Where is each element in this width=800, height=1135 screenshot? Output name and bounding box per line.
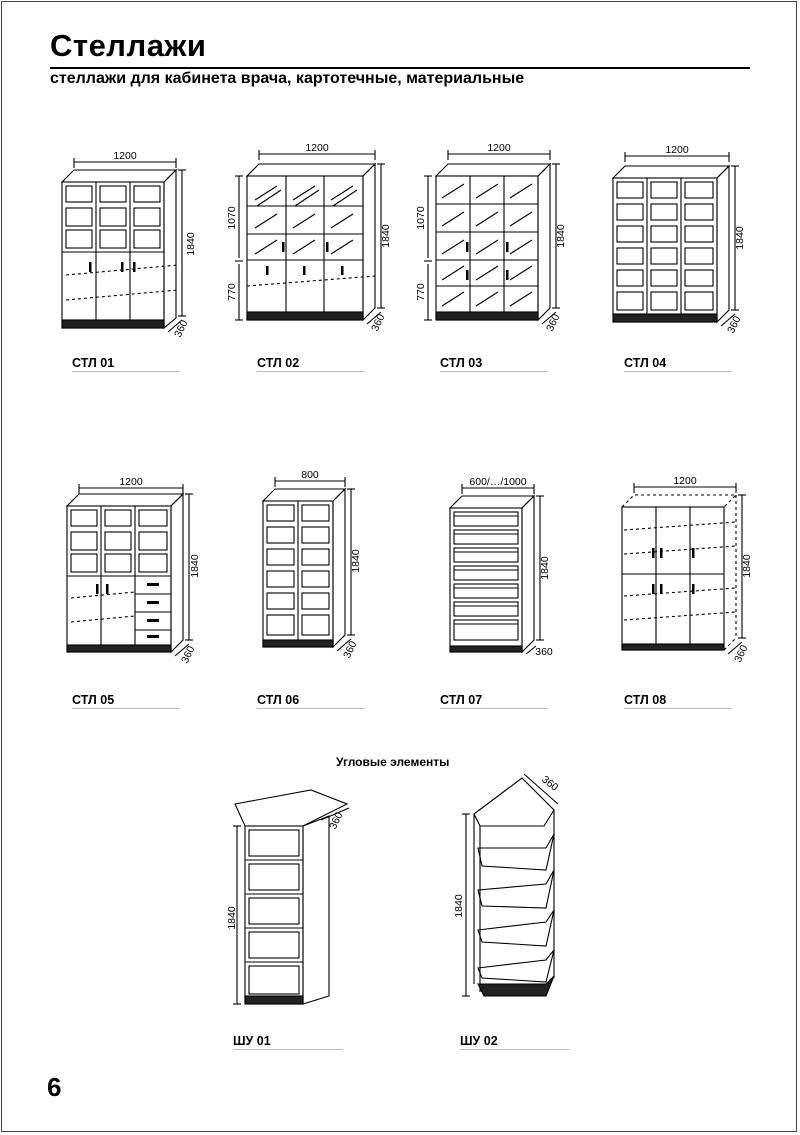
shelf-drawing-stl02 — [225, 140, 395, 340]
shelf-drawing-stl07 — [430, 470, 570, 670]
shelf-drawing-stl01 — [50, 140, 210, 340]
item-rule — [460, 1049, 570, 1050]
page-subtitle: стеллажи для кабинета врача, картотечные, материальные — [50, 70, 525, 87]
item-rule — [624, 708, 732, 709]
item-code-stl06: СТЛ 06 — [257, 693, 300, 707]
upper-height-dimension: 1070 — [226, 206, 238, 230]
item-rule — [72, 708, 180, 709]
height-dimension: 1840 — [189, 554, 201, 578]
width-dimension: 1200 — [119, 476, 143, 488]
title-rule — [50, 67, 750, 69]
height-dimension: 1840 — [350, 549, 362, 573]
corner-drawing-shu02 — [450, 770, 600, 1020]
width-dimension: 1200 — [673, 475, 697, 487]
item-code-shu02: ШУ 02 — [460, 1034, 498, 1048]
depth-dimension: 360 — [341, 639, 360, 661]
width-dimension: 600/…/1000 — [469, 476, 527, 488]
depth-dimension: 360 — [179, 644, 198, 666]
item-code-stl02: СТЛ 02 — [257, 356, 300, 370]
depth-dimension: 360 — [732, 643, 751, 665]
item-code-stl03: СТЛ 03 — [440, 356, 483, 370]
shelf-drawing-stl06 — [245, 465, 375, 665]
item-rule — [624, 371, 732, 372]
depth-dimension: 360 — [725, 314, 744, 336]
item-rule — [72, 371, 180, 372]
width-dimension: 800 — [301, 469, 319, 481]
height-dimension: 1840 — [453, 894, 465, 918]
height-dimension: 1840 — [226, 906, 238, 930]
depth-dimension: 360 — [327, 810, 346, 832]
width-dimension: 1200 — [487, 142, 511, 154]
height-dimension: 1840 — [734, 226, 746, 250]
page-number: 6 — [47, 1072, 62, 1102]
shelf-drawing-stl08 — [600, 470, 770, 670]
height-dimension: 1840 — [380, 224, 392, 248]
depth-dimension: 360 — [369, 312, 388, 334]
item-rule — [257, 708, 365, 709]
upper-height-dimension: 1070 — [415, 206, 427, 230]
item-rule — [233, 1049, 343, 1050]
item-code-stl07: СТЛ 07 — [440, 693, 483, 707]
height-dimension: 1840 — [539, 556, 551, 580]
corner-section-title: Угловые элементы — [336, 755, 450, 769]
depth-dimension: 360 — [172, 318, 191, 340]
item-code-stl08: СТЛ 08 — [624, 693, 667, 707]
item-code-shu01: ШУ 01 — [233, 1034, 271, 1048]
corner-drawing-shu01 — [225, 780, 375, 1020]
depth-dimension: 360 — [544, 312, 563, 334]
width-dimension: 1200 — [665, 144, 689, 156]
width-dimension: 1200 — [113, 150, 137, 162]
height-dimension: 1840 — [185, 232, 197, 256]
item-rule — [440, 371, 548, 372]
item-code-stl05: СТЛ 05 — [72, 693, 115, 707]
shelf-drawing-stl04 — [595, 140, 765, 340]
shelf-drawing-stl03 — [410, 140, 580, 340]
depth-dimension: 360 — [539, 773, 561, 794]
item-rule — [440, 708, 548, 709]
lower-height-dimension: 770 — [415, 283, 427, 301]
lower-height-dimension: 770 — [226, 283, 238, 301]
width-dimension: 1200 — [305, 142, 329, 154]
depth-dimension: 360 — [535, 646, 553, 658]
item-code-stl04: СТЛ 04 — [624, 356, 667, 370]
height-dimension: 1840 — [741, 554, 753, 578]
item-rule — [257, 371, 365, 372]
page-title: Стеллажи — [50, 28, 207, 63]
item-code-stl01: СТЛ 01 — [72, 356, 115, 370]
height-dimension: 1840 — [555, 224, 567, 248]
shelf-drawing-stl05 — [55, 470, 215, 670]
